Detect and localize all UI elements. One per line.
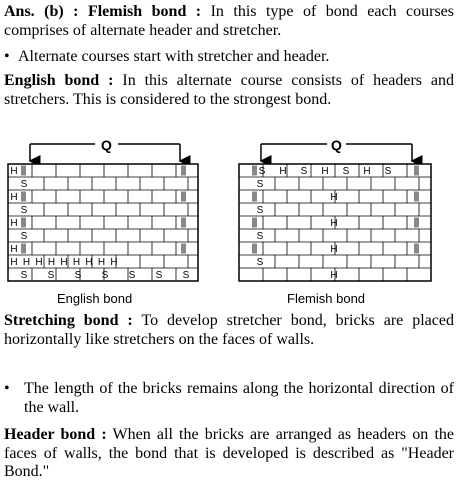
closer-brick	[21, 166, 26, 176]
brick-letter: S	[300, 166, 308, 177]
brick-letter: S	[128, 270, 136, 281]
closer-brick	[21, 218, 26, 228]
brick-letter: S	[20, 205, 28, 216]
closer-brick	[252, 192, 257, 202]
brick-letter: S	[256, 205, 264, 216]
brick-letter: S	[342, 166, 350, 177]
english-bond-figure	[8, 137, 198, 281]
bullet-text: The length of the bricks remains along the horizontal direction of the wall.	[24, 380, 454, 416]
brick-letter: H	[10, 257, 18, 268]
stretching-bond-paragraph	[4, 312, 454, 349]
closer-brick	[414, 244, 419, 254]
bullet-brick-length	[4, 380, 454, 417]
brick-letter: H	[330, 192, 338, 203]
brick-letter: S	[74, 270, 82, 281]
brick-letter: H	[85, 257, 93, 268]
brick-letter: H	[330, 244, 338, 255]
brick-letter: H	[363, 166, 371, 177]
answer-prefix: Ans. (b) : Flemish bond :	[4, 3, 202, 20]
closer-brick	[21, 192, 26, 202]
english-bond-heading: English bond :	[4, 72, 114, 89]
brick-letter: S	[182, 270, 190, 281]
closer-brick	[181, 218, 186, 228]
bullet-alternate-courses	[4, 48, 454, 67]
brick-letter: S	[155, 270, 163, 281]
flemish-bond-figure	[239, 137, 431, 281]
brick-letter: H	[47, 257, 56, 268]
answer-text: In this type of bond each courses comprises of alternate header and stretcher.	[4, 3, 455, 39]
brick-letter: H	[72, 257, 81, 268]
header-bond-heading: Header bond :	[4, 426, 107, 443]
brick-letter: S	[20, 270, 28, 281]
brick-letter: H	[97, 257, 106, 268]
bond-diagram	[0, 137, 458, 309]
brick-letter: S	[384, 166, 392, 177]
answer-paragraph	[4, 3, 454, 40]
stretching-bond-text: To develop stretcher bond, bricks are placed horizontally like stretchers on the faces of walls.	[4, 312, 454, 348]
brick-letter: H	[60, 257, 68, 268]
brick-letter: H	[10, 218, 18, 229]
closer-brick	[414, 218, 419, 228]
brick-letter: S	[258, 166, 266, 177]
bullet-text: Alternate courses start with stretcher and header.	[18, 48, 330, 65]
brick-letter: H	[10, 166, 18, 177]
bullet-symbol: •	[4, 380, 10, 397]
closer-brick	[181, 192, 186, 202]
header-bond-text: When all the bricks are arranged as headers on the faces of walls, the bond that is developed is described as "Header Bond."	[4, 426, 454, 481]
header-bond-paragraph	[4, 426, 454, 482]
closer-brick	[252, 244, 257, 254]
closer-brick	[252, 166, 257, 176]
brick-letter: H	[321, 166, 329, 177]
brick-letter: H	[10, 192, 18, 203]
closer-brick	[252, 218, 257, 228]
brick-letter: S	[20, 231, 28, 242]
brick-letter: S	[256, 231, 264, 242]
brick-letter: H	[110, 257, 118, 268]
brick-letter: S	[47, 270, 55, 281]
english-bond-caption: English bond	[57, 291, 133, 306]
brick-letter: S	[101, 270, 109, 281]
brick-letter: H	[35, 257, 43, 268]
closer-brick	[181, 244, 186, 254]
english-load-label: Q	[101, 137, 112, 153]
brick-letter: S	[20, 179, 28, 190]
closer-brick	[21, 244, 26, 254]
brick-letter: H	[10, 244, 18, 255]
brick-letter: S	[256, 179, 264, 190]
brick-letter: S	[256, 257, 264, 268]
stretching-bond-heading: Stretching bond :	[4, 312, 133, 329]
flemish-bond-caption: Flemish bond	[287, 291, 366, 306]
brick-letter: H	[279, 166, 287, 177]
closer-brick	[181, 166, 186, 176]
closer-brick	[414, 166, 419, 176]
bullet-symbol: •	[4, 48, 10, 65]
flemish-load-label: Q	[331, 137, 342, 153]
brick-letter: H	[22, 257, 31, 268]
brick-letter: H	[330, 270, 338, 281]
english-bond-paragraph	[4, 72, 454, 109]
closer-brick	[414, 192, 419, 202]
english-bond-text: In this alternate course consists of headers and stretchers. This is considered to the strongest bond.	[4, 72, 455, 108]
brick-letter: H	[330, 218, 338, 229]
